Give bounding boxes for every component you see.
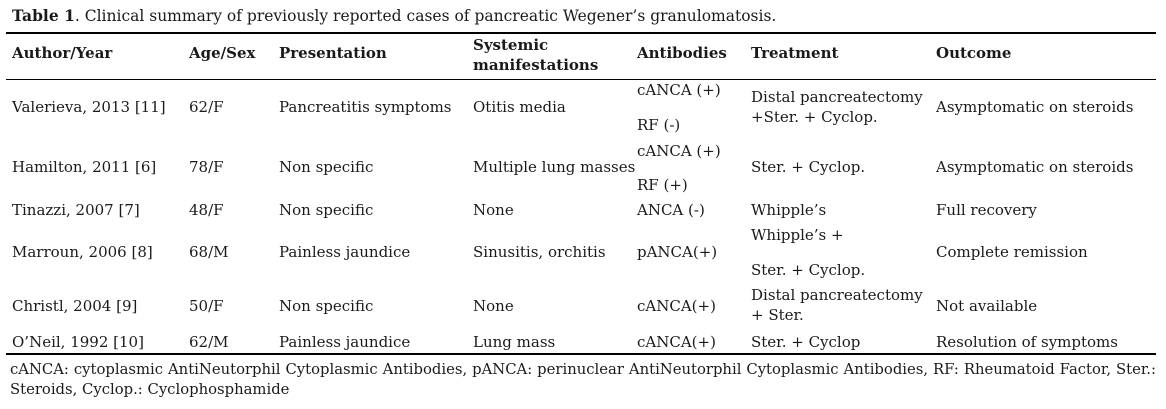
cell-age: 62/F [189, 98, 224, 116]
cell-antibodies-line2: RF (+) [637, 176, 688, 194]
header-age: Age/Sex [189, 44, 256, 62]
cell-antibodies-line2: RF (-) [637, 116, 681, 134]
cell-author: Marroun, 2006 [8] [12, 243, 153, 261]
cell-treatment-line1: Distal pancreatectomy [751, 88, 923, 106]
bottom-rule [6, 353, 1156, 355]
cell-systemic: Otitis media [473, 98, 566, 116]
cell-treatment-line2: Ster. + Cyclop. [751, 261, 866, 279]
header-treatment: Treatment [751, 44, 839, 62]
cell-treatment-line2: + Ster. [751, 306, 804, 324]
header-systemic-line2: manifestations [473, 56, 599, 74]
header-antibodies: Antibodies [637, 44, 727, 62]
cell-author: Valerieva, 2013 [11] [12, 98, 166, 116]
cell-systemic: None [473, 201, 514, 219]
cell-author: Hamilton, 2011 [6] [12, 158, 157, 176]
cell-outcome: Full recovery [936, 201, 1037, 219]
cell-systemic: Lung mass [473, 333, 556, 351]
cell-antibodies-line1: cANCA (+) [637, 81, 721, 99]
table-footnote: cANCA: cytoplasmic AntiNeutorphil Cytoplasmic Antibodies, pANCA: perinuclear AntiNeutorphil Cytoplasmic Antibodies, RF: Rheumatoid Factor, Ster.: Steroids, Cyclop.: Cyclophosphamide [10, 361, 1156, 398]
cell-antibodies-line1: cANCA(+) [637, 297, 716, 315]
cell-outcome: Asymptomatic on steroids [936, 98, 1134, 116]
top-rule [6, 32, 1156, 34]
header-outcome: Outcome [936, 44, 1012, 62]
cell-age: 78/F [189, 158, 224, 176]
header-author: Author/Year [12, 44, 113, 62]
cell-antibodies-line1: ANCA (-) [637, 201, 705, 219]
cell-treatment: Whipple’s [751, 201, 827, 219]
cell-systemic: Sinusitis, orchitis [473, 243, 606, 261]
caption-label: Table 1 [12, 6, 75, 25]
cell-age: 50/F [189, 297, 224, 315]
cell-age: 62/M [189, 333, 229, 351]
header-systemic [473, 35, 598, 75]
cell-treatment-line1: Distal pancreatectomy [751, 286, 923, 304]
cell-outcome: Resolution of symptoms [936, 333, 1118, 351]
cell-treatment: Ster. + Cyclop [751, 333, 861, 351]
header-rule [6, 79, 1156, 80]
cell-outcome: Complete remission [936, 243, 1088, 261]
cell-age: 48/F [189, 201, 224, 219]
cell-antibodies-line1: cANCA (+) [637, 142, 721, 160]
table-caption [12, 6, 776, 25]
cell-age: 68/M [189, 243, 229, 261]
cell-antibodies-line1: cANCA(+) [637, 333, 716, 351]
cell-presentation: Non specific [279, 158, 374, 176]
cell-presentation: Painless jaundice [279, 333, 411, 351]
header-presentation: Presentation [279, 44, 387, 62]
cell-systemic: Multiple lung masses [473, 158, 636, 176]
cell-systemic: None [473, 297, 514, 315]
cell-presentation: Non specific [279, 297, 374, 315]
cell-presentation: Non specific [279, 201, 374, 219]
cell-treatment [751, 285, 923, 325]
header-systemic-line1: Systemic [473, 36, 549, 54]
cell-treatment: Ster. + Cyclop. [751, 158, 866, 176]
cell-presentation: Painless jaundice [279, 243, 411, 261]
cell-treatment-line2: +Ster. + Cyclop. [751, 108, 878, 126]
cell-outcome: Not available [936, 297, 1038, 315]
caption-text: . Clinical summary of previously reported cases of pancreatic Wegener’s granulomatosis. [74, 7, 777, 25]
cell-treatment [751, 87, 923, 127]
cell-antibodies-line1: pANCA(+) [637, 243, 718, 261]
cell-author: Tinazzi, 2007 [7] [12, 201, 140, 219]
cell-author: Christl, 2004 [9] [12, 297, 138, 315]
cell-treatment-line1: Whipple’s + [751, 226, 844, 244]
cell-author: O’Neil, 1992 [10] [12, 333, 144, 351]
cell-outcome: Asymptomatic on steroids [936, 158, 1134, 176]
cell-presentation: Pancreatitis symptoms [279, 98, 452, 116]
